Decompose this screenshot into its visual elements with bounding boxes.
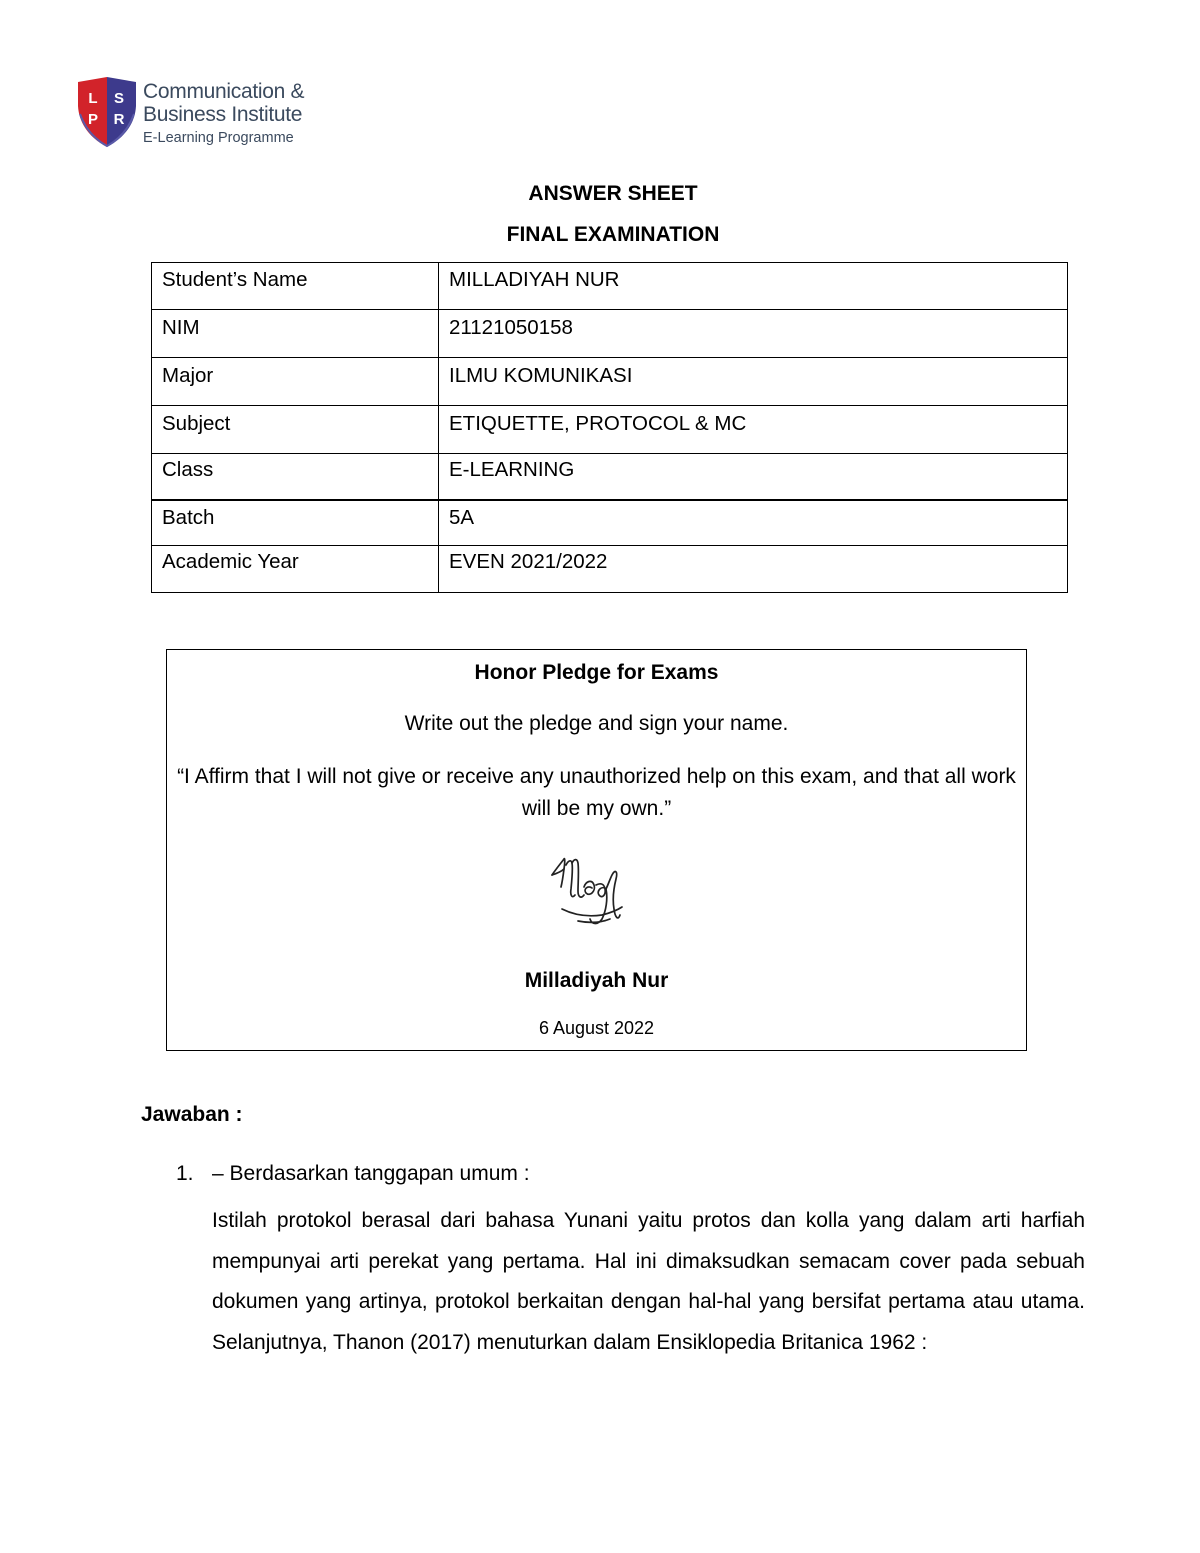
pledge-instruction: Write out the pledge and sign your name. xyxy=(404,712,789,735)
badge-letter-l: L xyxy=(88,90,98,107)
logo-line-business-institute: Business Institute xyxy=(143,103,303,126)
academic-year-label: Academic Year xyxy=(152,546,439,593)
pledge-title: Honor Pledge for Exams xyxy=(474,661,719,684)
honor-pledge-box xyxy=(166,649,1027,1051)
nim-label: NIM xyxy=(152,310,439,358)
table-row xyxy=(152,406,1068,454)
class-value: E-LEARNING xyxy=(439,454,1068,500)
document-subtitle: FINAL EXAMINATION xyxy=(506,223,720,246)
table-row xyxy=(152,263,1068,310)
table-row xyxy=(152,546,1068,593)
class-label: Class xyxy=(152,454,439,500)
logo-wordmark xyxy=(143,80,328,148)
answer-paragraph: Istilah protokol berasal dari bahasa Yunani yaitu protos dan kolla yang dalam arti harfiah mempunyai arti perekat yang pertama. Hal ini dimaksudkan semacam cover pada sebuah dokumen yang artinya, protokol berkaitan dengan hal-hal yang bersifat pertama atau utama. Selanjutnya, Thanon (2017) menuturkan dalam Ensiklopedia Britanica 1962 : xyxy=(212,1209,1085,1354)
table-row xyxy=(152,310,1068,358)
badge-letter-p: P xyxy=(87,111,99,128)
student-info-table xyxy=(151,262,1068,593)
logo-line-communication: Communication & xyxy=(143,80,305,103)
table-row xyxy=(152,358,1068,406)
subject-value: ETIQUETTE, PROTOCOL & MC xyxy=(439,406,1068,454)
major-value: ILMU KOMUNIKASI xyxy=(439,358,1068,406)
batch-value: 5A xyxy=(439,500,1068,546)
nim-value: 21121050158 xyxy=(439,310,1068,358)
lspr-shield-icon xyxy=(76,76,138,148)
student-name-value: MILLADIYAH NUR xyxy=(439,263,1068,310)
badge-letter-r: R xyxy=(113,111,125,128)
answers-heading: Jawaban : xyxy=(141,1103,243,1126)
handwritten-signature xyxy=(548,855,636,933)
institute-logo xyxy=(76,76,326,152)
signer-name: Milladiyah Nur xyxy=(524,969,669,992)
table-row xyxy=(152,500,1068,546)
table-row xyxy=(152,454,1068,500)
logo-line-elearning: E-Learning Programme xyxy=(143,130,294,146)
list-item-lead: – Berdasarkan tanggapan umum : xyxy=(212,1162,530,1185)
pledge-date: 6 August 2022 xyxy=(538,1018,655,1038)
academic-year-value: EVEN 2021/2022 xyxy=(439,546,1068,593)
batch-label: Batch xyxy=(152,500,439,546)
document-title: ANSWER SHEET xyxy=(528,182,698,205)
student-name-label: Student’s Name xyxy=(152,263,439,310)
badge-letter-s: S xyxy=(113,90,125,107)
subject-label: Subject xyxy=(152,406,439,454)
major-label: Major xyxy=(152,358,439,406)
list-item-number: 1. xyxy=(176,1162,194,1185)
pledge-statement: “I Affirm that I will not give or receive any unauthorized help on this exam, and that all work will be my own.” xyxy=(177,765,1016,820)
